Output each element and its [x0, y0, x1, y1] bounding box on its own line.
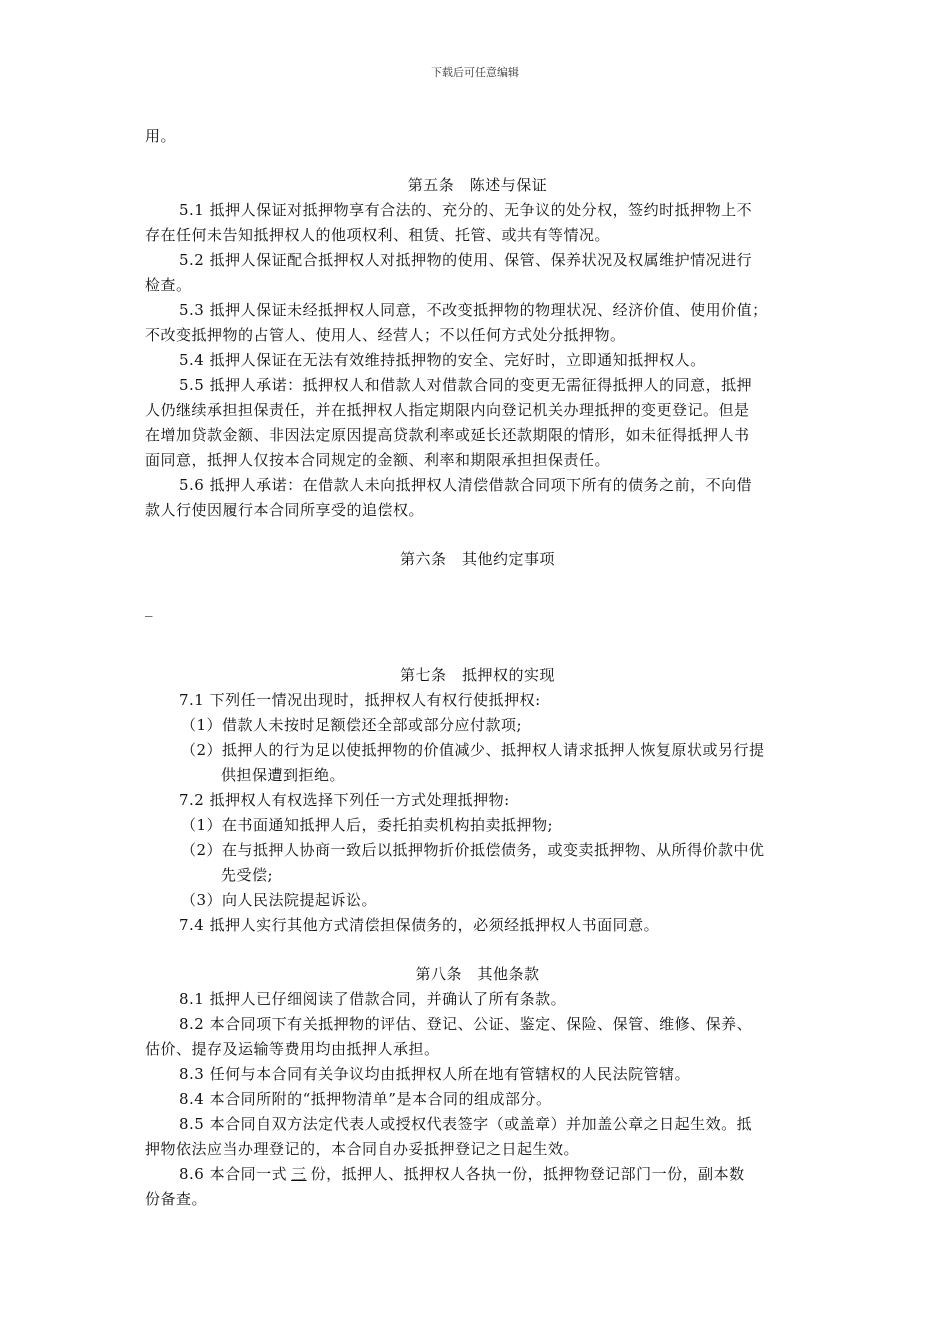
- article-5-title: 第五条 陈述与保证: [407, 176, 548, 194]
- clause-7-1-item-1: （1）借款人未按时足额偿还全部或部分应付款项;: [181, 716, 523, 734]
- clause-5-6-cont: 款人行使因履行本合同所享受的追偿权。: [145, 501, 425, 519]
- copies-count: 三: [291, 1165, 307, 1183]
- clause-5-1: 5.1 抵押人保证对抵押物享有合法的、充分的、无争议的处分权，签约时抵押物上不: [179, 201, 753, 219]
- clause-7-2-item-2-cont: 先受偿;: [221, 866, 274, 884]
- clause-8-6-pre: 8.6 本合同一式: [179, 1165, 288, 1183]
- clause-5-4: 5.4 抵押人保证在无法有效维持抵押物的安全、完好时，立即通知抵押权人。: [179, 351, 706, 369]
- clause-5-5-cont2: 在增加贷款金额、非因法定原因提高贷款利率或延长还款期限的情形，如未征得抵押人书: [145, 426, 750, 444]
- clause-5-3: 5.3 抵押人保证未经抵押权人同意，不改变抵押物的物理状况、经济价值、使用价值；: [179, 301, 768, 319]
- clause-7-1-item-2: （2）抵押人的行为足以使抵押物的价值减少、抵押权人请求抵押人恢复原状或另行提: [181, 741, 765, 759]
- clause-7-2-item-1: （1）在书面通知抵押人后，委托拍卖机构拍卖抵押物;: [181, 816, 554, 834]
- clause-7-2-item-2: （2）在与抵押人协商一致后以抵押物折价抵偿债务，或变卖抵押物、从所得价款中优: [181, 841, 765, 859]
- clause-8-6: [145, 1162, 810, 1187]
- clause-5-1-cont: 存在任何未告知抵押权人的他项权利、租赁、托管、或共有等情况。: [145, 226, 611, 244]
- clause-5-3-cont: 不改变抵押物的占管人、使用人、经营人；不以任何方式处分抵押物。: [145, 326, 626, 344]
- clause-5-2-cont: 检查。: [145, 276, 192, 294]
- clause-7-2-item-3: （3）向人民法院提起诉讼。: [181, 891, 378, 909]
- clause-8-1: 8.1 抵押人已仔细阅读了借款合同，并确认了所有条款。: [179, 990, 567, 1008]
- article-8-title: 第八条 其他条款: [415, 965, 540, 983]
- clause-7-2: 7.2 抵押权人有权选择下列任一方式处理抵押物:: [179, 791, 510, 809]
- clause-8-5: 8.5 本合同自双方法定代表人或授权代表签字（或盖章）并加盖公章之日起生效。抵: [179, 1115, 753, 1133]
- clause-7-1: 7.1 下列任一情况出现时，抵押权人有权行使抵押权:: [179, 691, 541, 709]
- clause-5-5-cont3: 面同意，抵押人仅按本合同规定的金额、利率和期限承担担保责任。: [145, 451, 611, 469]
- clause-7-4: 7.4 抵押人实行其他方式清偿担保债务的，必须经抵押权人书面同意。: [179, 916, 660, 934]
- blank-fill-line: _: [145, 599, 153, 617]
- clause-5-5: 5.5 抵押人承诺：抵押权人和借款人对借款合同的变更无需征得抵押人的同意，抵押: [179, 376, 753, 394]
- clause-8-3: 8.3 任何与本合同有关争议均由抵押权人所在地有管辖权的人民法院管辖。: [179, 1065, 691, 1083]
- clause-8-6-post: 份，抵押人、抵押权人各执一份，抵押物登记部门一份，副本数: [310, 1165, 745, 1183]
- clause-5-5-cont1: 人仍继续承担担保责任，并在抵押权人指定期限内向登记机关办理抵押的变更登记。但是: [145, 401, 750, 419]
- page-header: 下载后可任意编辑: [431, 66, 519, 79]
- clause-8-5-cont: 押物依法应当办理登记的，本合同自办妥抵押登记之日起生效。: [145, 1140, 580, 1158]
- clause-7-1-item-2-cont: 供担保遭到拒绝。: [221, 766, 346, 784]
- clause-8-2: 8.2 本合同项下有关抵押物的评估、登记、公证、鉴定、保险、保管、维修、保养、: [179, 1015, 753, 1033]
- clause-8-2-cont: 估价、提存及运输等费用均由抵押人承担。: [145, 1040, 440, 1058]
- clause-8-6-cont: 份备查。: [145, 1190, 208, 1208]
- continued-text: 用。: [145, 127, 177, 145]
- document-body: [145, 124, 810, 1212]
- article-6-title: 第六条 其他约定事项: [399, 550, 555, 568]
- clause-8-4: 8.4 本合同所附的“抵押物清单”是本合同的组成部分。: [179, 1090, 552, 1108]
- clause-5-6: 5.6 抵押人承诺：在借款人未向抵押权人清偿借款合同项下所有的债务之前，不向借: [179, 476, 753, 494]
- article-7-title: 第七条 抵押权的实现: [399, 666, 555, 684]
- clause-5-2: 5.2 抵押人保证配合抵押权人对抵押物的使用、保管、保养状况及权属维护情况进行: [179, 251, 753, 269]
